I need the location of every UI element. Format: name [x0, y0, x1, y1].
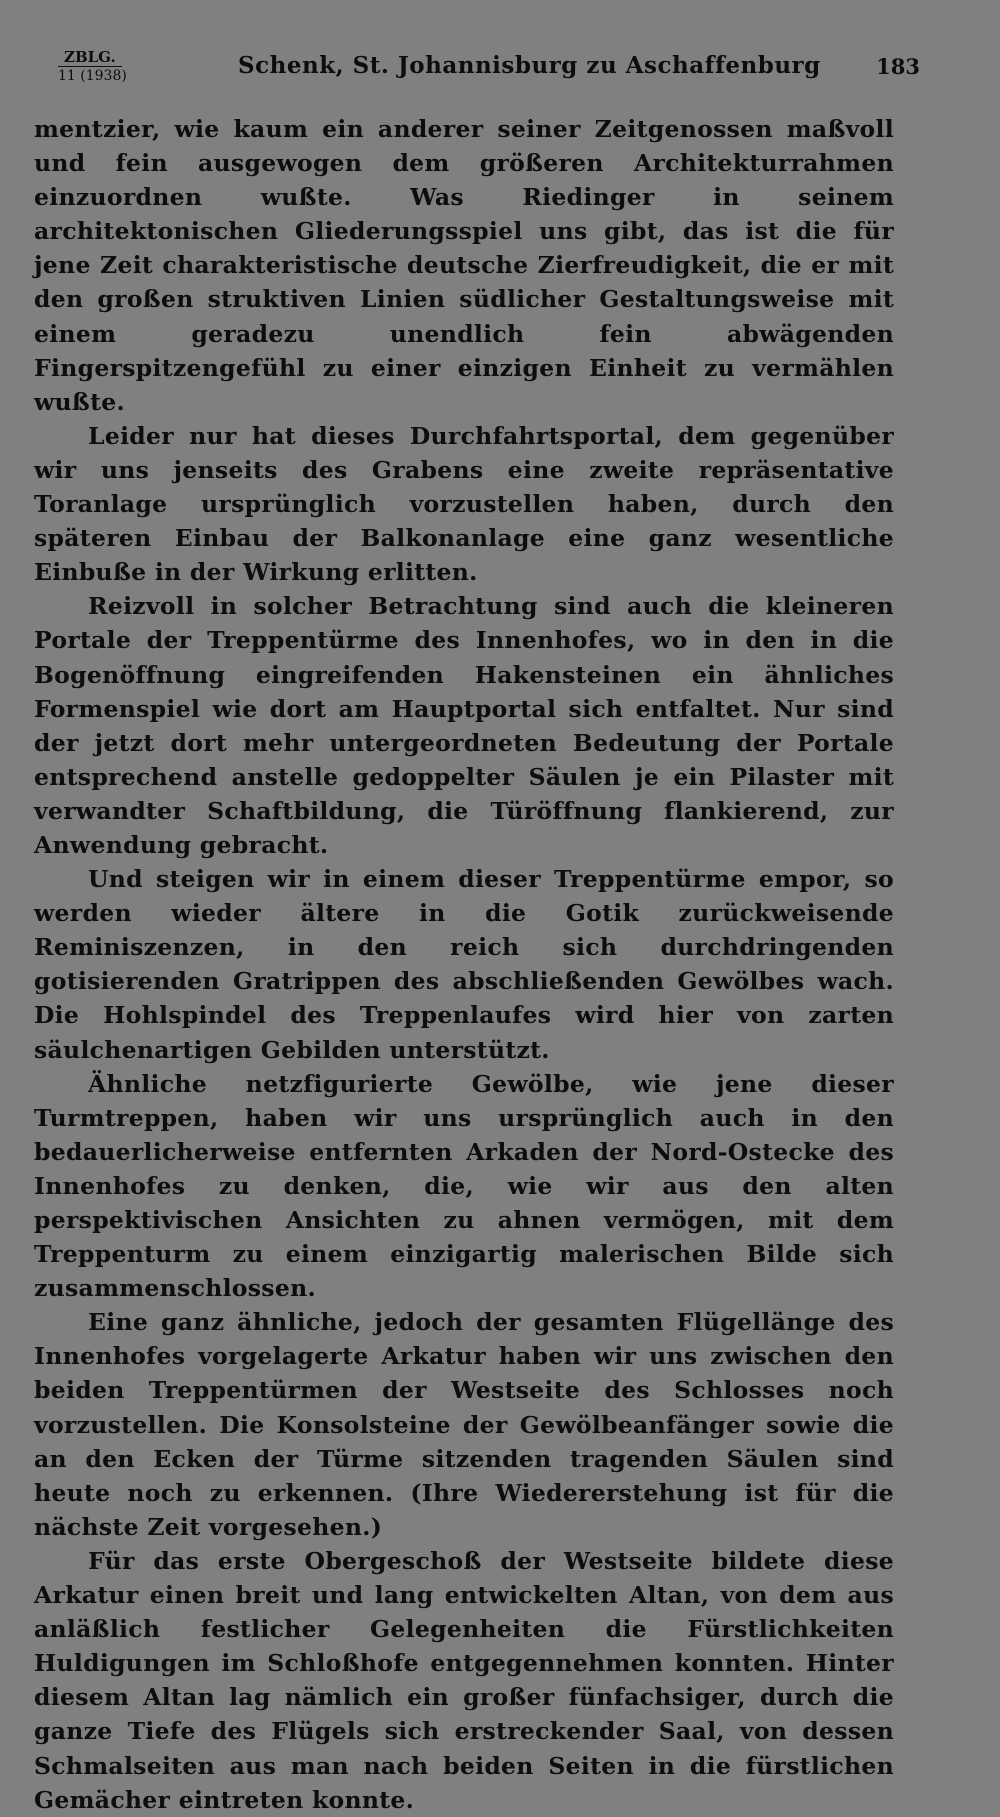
- paragraph: Für das erste Obergeschoß der Westseite bildete diese Arkatur einen breit und lang entwickelten Altan, von dem aus anläßlich festlicher Gelegenheiten die Fürstlichkeiten Huldigungen im Schloßhofe entgegennehmen konnten. Hinter diesem Altan lag nämlich ein großer fünfachsiger, durch die ganze Tiefe des Flügels sich erstreckender Saal, von dessen Schmalseiten aus man nach beiden Seiten in die fürstlichen Gemächer eintreten konnte.: [34, 1546, 894, 1814]
- paragraph: Reizvoll in solcher Betrachtung sind auch die kleineren Portale der Treppentürme des Innenhofes, wo in den in die Bogenöffnung eingreifenden Hakensteinen ein ähnliches Formenspiel wie dort am Hauptportal sich entfaltet. Nur sind der jetzt dort mehr untergeordneten Bedeutung der Portale entsprechend anstelle gedoppelter Säulen je ein Pilaster mit verwandter Schaftbildung, die Türöffnung flankierend, zur Anwendung gebracht.: [34, 592, 894, 859]
- journal-volume: 11 (1938): [58, 68, 127, 84]
- paragraph: Eine ganz ähnliche, jedoch der gesamten Flügellänge des Innenhofes vorgelagerte Arkatur haben wir uns zwischen den beiden Treppentürmen der Westseite des Schlosses noch vorzustellen. Die Konsolsteine der Gewölbeanfänger sowie die an den Ecken der Türme sitzenden tragenden Säulen sind heute noch zu erkennen. (Ihre Wiedererstehung ist für die nächste Zeit vorgesehen.): [34, 1308, 894, 1541]
- paragraph: Ähnliche netzfigurierte Gewölbe, wie jene dieser Turmtreppen, haben wir uns ursprünglich auch in den bedauerlicherweise entfernten Arkaden der Nord-Ostecke des Innenhofes zu denken, die, wie wir aus den alten perspektivischen Ansichten zu ahnen vermögen, mit dem Treppenturm zu einem einzigartig malerischen Bilde sich zusammenschlossen.: [34, 1069, 894, 1303]
- journal-abbreviation: ZBLG.: [58, 48, 122, 67]
- paragraph: Leider nur hat dieses Durchfahrtsportal, dem gegenüber wir uns jenseits des Grabens eine zweite repräsentative Toranlage ursprünglich vorzustellen haben, durch den späteren Einbau der Balkonanlage eine ganz wesentliche Einbuße in der Wirkung erlitten.: [34, 421, 894, 587]
- page-number: 183: [876, 54, 920, 79]
- journal-citation: [58, 48, 136, 85]
- body-text: [34, 112, 894, 1817]
- page-header: [48, 44, 920, 94]
- paragraph: mentzier, wie kaum ein anderer seiner Zeitgenossen maßvoll und fein ausgewogen dem größeren Architekturrahmen einzuordnen wußte. Was Riedinger in seinem architektonischen Gliederungsspiel uns gibt, das ist die für jene Zeit charakteristische deutsche Zierfreudigkeit, die er mit den großen struktiven Linien südlicher Gestaltungsweise mit einem geradezu unendlich fein abwägenden Fingerspitzengefühl zu einer einzigen Einheit zu vermählen wußte.: [34, 115, 894, 416]
- paragraph: Und steigen wir in einem dieser Treppentürme empor, so werden wieder ältere in die Gotik zurückweisende Reminiszenzen, in den reich sich durchdringenden gotisierenden Gratrippen des abschließenden Gewölbes wach. Die Hohlspindel des Treppenlaufes wird hier von zarten säulchenartigen Gebilden unterstützt.: [34, 865, 894, 1064]
- running-title: Schenk, St. Johannisburg zu Aschaffenburg: [238, 52, 821, 79]
